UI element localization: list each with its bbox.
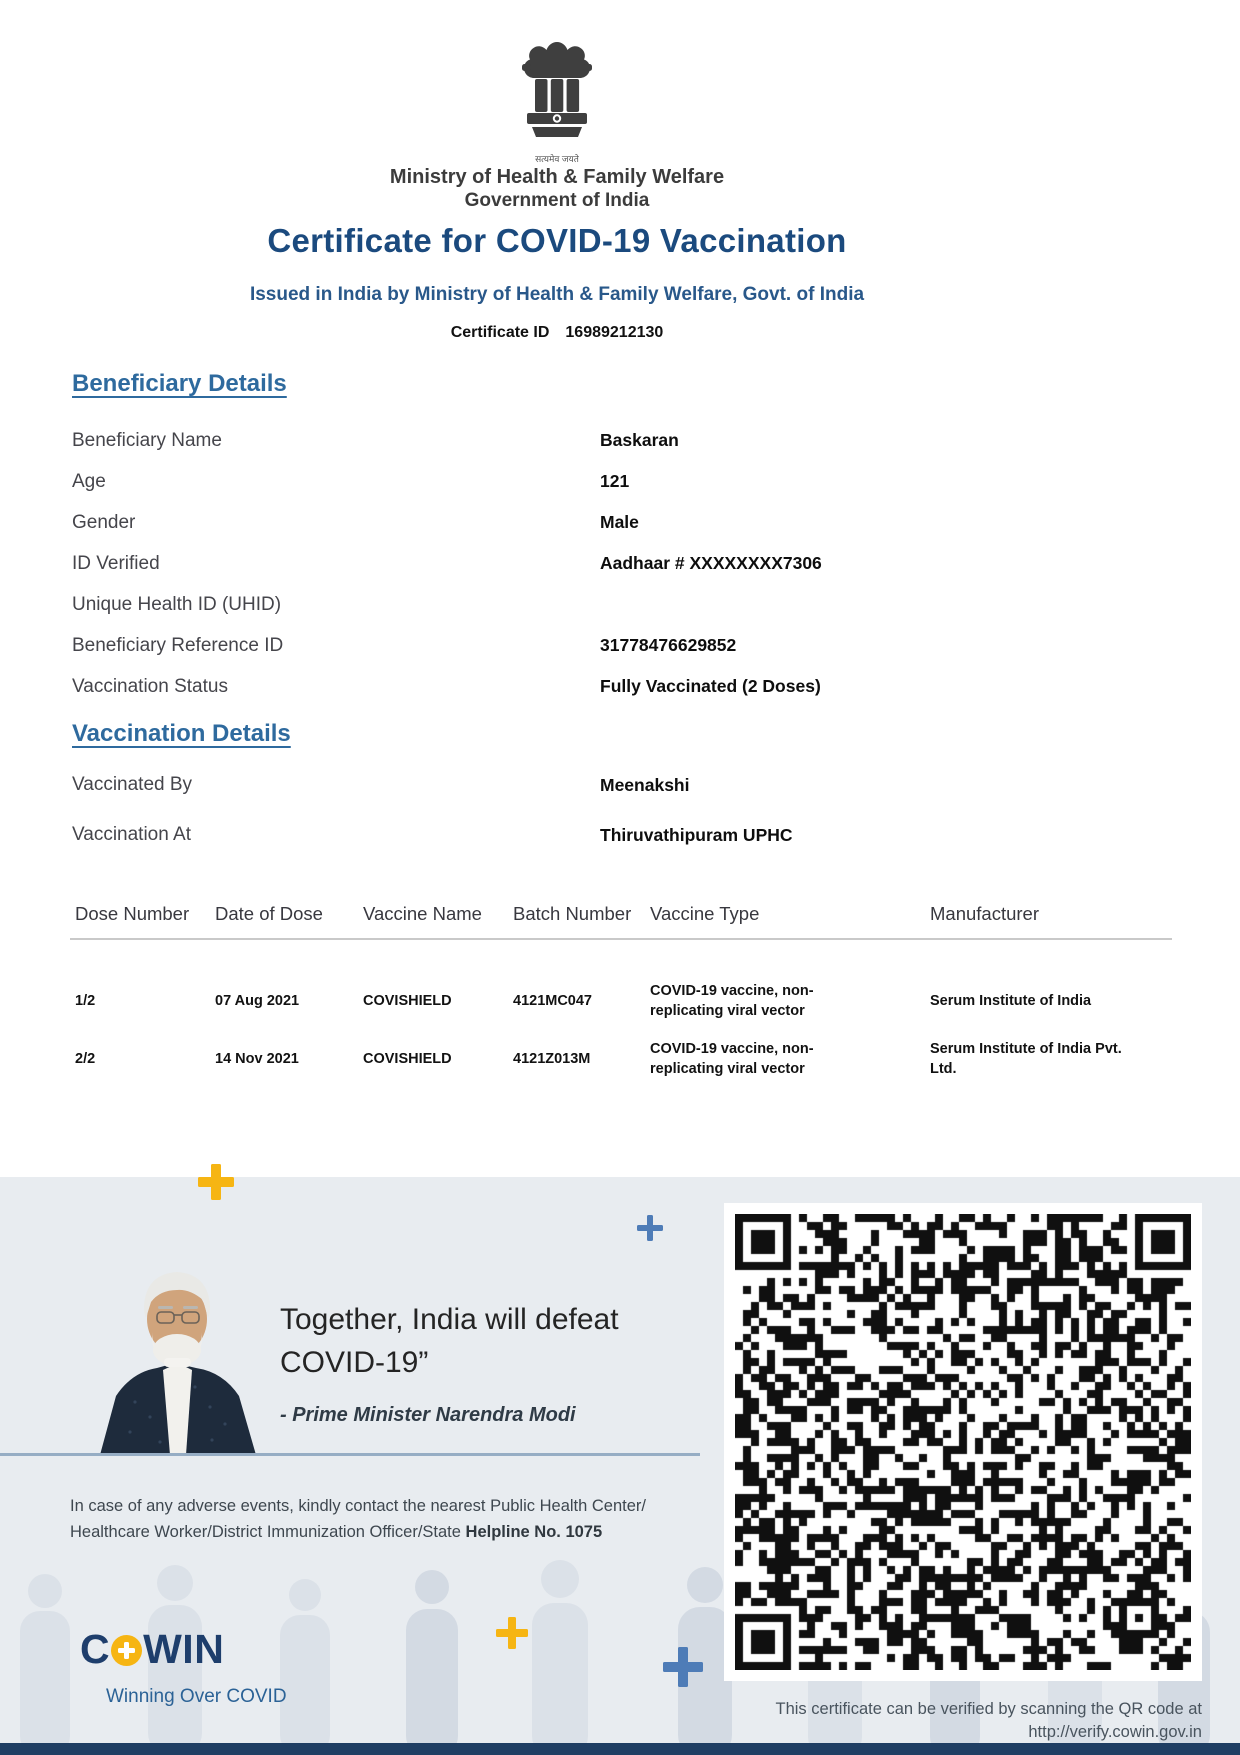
qr-code: [735, 1214, 1191, 1670]
emblem-motto: सत्यमेव जयते: [535, 154, 579, 164]
detail-value: Aadhaar # XXXXXXXX7306: [600, 553, 822, 573]
vaccination-details-heading: Vaccination Details: [72, 720, 291, 747]
plus-icon: [198, 1164, 234, 1200]
detail-label: Beneficiary Name: [72, 429, 222, 451]
cowin-plus-icon: [111, 1635, 142, 1666]
cell-manufacturer: Serum Institute of India Pvt. Ltd.: [930, 1041, 1122, 1077]
plus-icon: [496, 1617, 528, 1649]
col-batch-number: Batch Number: [513, 903, 632, 924]
cell-batch-number: 4121MC047: [513, 993, 592, 1009]
cell-manufacturer: Serum Institute of India: [930, 993, 1092, 1009]
detail-value: 31778476629852: [600, 635, 737, 655]
certificate-id: [0, 324, 1114, 342]
pm-quote-line2: COVID-19”: [280, 1346, 429, 1379]
beneficiary-details-heading: Beneficiary Details: [72, 370, 287, 397]
detail-row: [72, 461, 1172, 502]
verification-note: [602, 1698, 1202, 1744]
vaccination-details-list: [72, 760, 1172, 860]
government-name: Government of India: [464, 190, 650, 211]
table-divider: [70, 938, 1172, 940]
detail-row: [72, 625, 1172, 666]
cowin-logo-text-win: WIN: [143, 1625, 225, 1672]
detail-row: [72, 810, 1172, 860]
detail-label: Vaccinated By: [72, 774, 193, 795]
adverse-events-note: [70, 1493, 670, 1545]
cell-dose-number: 1/2: [75, 993, 96, 1009]
cowin-tagline: Winning Over COVID: [106, 1686, 287, 1707]
banner-divider: [0, 1453, 700, 1456]
col-date-of-dose: Date of Dose: [215, 903, 323, 924]
col-vaccine-name: Vaccine Name: [363, 903, 482, 924]
cell-date-of-dose: 14 Nov 2021: [215, 1051, 299, 1067]
detail-label: Age: [72, 470, 106, 492]
detail-value: Fully Vaccinated (2 Doses): [600, 676, 821, 696]
col-dose-number: Dose Number: [75, 903, 190, 924]
plus-icon: [637, 1215, 663, 1241]
plus-icon: [663, 1647, 703, 1687]
detail-row: [72, 760, 1172, 810]
certificate-id-value: 16989212130: [565, 324, 664, 341]
modi-portrait: [60, 1262, 306, 1455]
dose-table-header: [75, 903, 1175, 925]
adverse-text-line1: In case of any adverse events, kindly contact the nearest Public Health Center/: [70, 1497, 646, 1515]
cell-vaccine-name: COVISHIELD: [363, 993, 452, 1009]
footer-strip: [0, 1743, 1240, 1755]
table-row: [75, 972, 1175, 1030]
detail-row: [72, 502, 1172, 543]
cell-vaccine-type: COVID-19 vaccine, non-replicating viral vector: [650, 983, 814, 1019]
certificate-title: Certificate for COVID-19 Vaccination: [267, 222, 847, 259]
detail-label: Vaccination Status: [72, 675, 228, 697]
detail-row: [72, 584, 1172, 625]
detail-value: Male: [600, 512, 639, 532]
detail-label: Gender: [72, 511, 136, 533]
cell-dose-number: 2/2: [75, 1051, 96, 1067]
cowin-logo-text-c: C: [80, 1625, 111, 1672]
qr-code-container: [724, 1203, 1202, 1681]
detail-label: ID Verified: [72, 552, 160, 574]
dose-table-rows: [75, 972, 1175, 1088]
detail-value: 121: [600, 471, 630, 491]
cell-vaccine-type: COVID-19 vaccine, non-replicating viral vector: [650, 1041, 814, 1077]
pm-quote-line1: Together, India will defeat: [280, 1303, 619, 1336]
emblem-of-india-icon: [521, 40, 593, 152]
verify-text: This certificate can be verified by scanning the QR code at: [775, 1700, 1202, 1718]
detail-value: Baskaran: [600, 430, 679, 450]
detail-label: Beneficiary Reference ID: [72, 634, 284, 656]
pm-quote-attribution: - Prime Minister Narendra Modi: [280, 1404, 576, 1426]
helpline-number: Helpline No. 1075: [465, 1523, 603, 1541]
col-vaccine-type: Vaccine Type: [650, 903, 760, 924]
table-row: [75, 1030, 1175, 1088]
cowin-logo: [80, 1625, 225, 1672]
detail-value: Meenakshi: [600, 774, 690, 795]
detail-label: Unique Health ID (UHID): [72, 593, 282, 615]
detail-value: Thiruvathipuram UPHC: [600, 824, 793, 845]
verify-url: http://verify.cowin.gov.in: [1028, 1723, 1202, 1741]
detail-row: [72, 666, 1172, 707]
cell-vaccine-name: COVISHIELD: [363, 1051, 452, 1067]
certificate-subtitle: Issued in India by Ministry of Health & Family Welfare, Govt. of India: [249, 284, 865, 305]
detail-row: [72, 543, 1172, 584]
col-manufacturer: Manufacturer: [930, 903, 1039, 924]
certificate-id-label: Certificate ID: [450, 324, 550, 341]
detail-row: [72, 420, 1172, 461]
beneficiary-details-list: [72, 420, 1172, 707]
adverse-text-line2: Healthcare Worker/District Immunization Officer/State: [70, 1523, 466, 1541]
detail-label: Vaccination At: [72, 824, 192, 845]
cell-batch-number: 4121Z013M: [513, 1051, 591, 1067]
ministry-name: Ministry of Health & Family Welfare: [389, 166, 725, 188]
cell-date-of-dose: 07 Aug 2021: [215, 993, 300, 1009]
